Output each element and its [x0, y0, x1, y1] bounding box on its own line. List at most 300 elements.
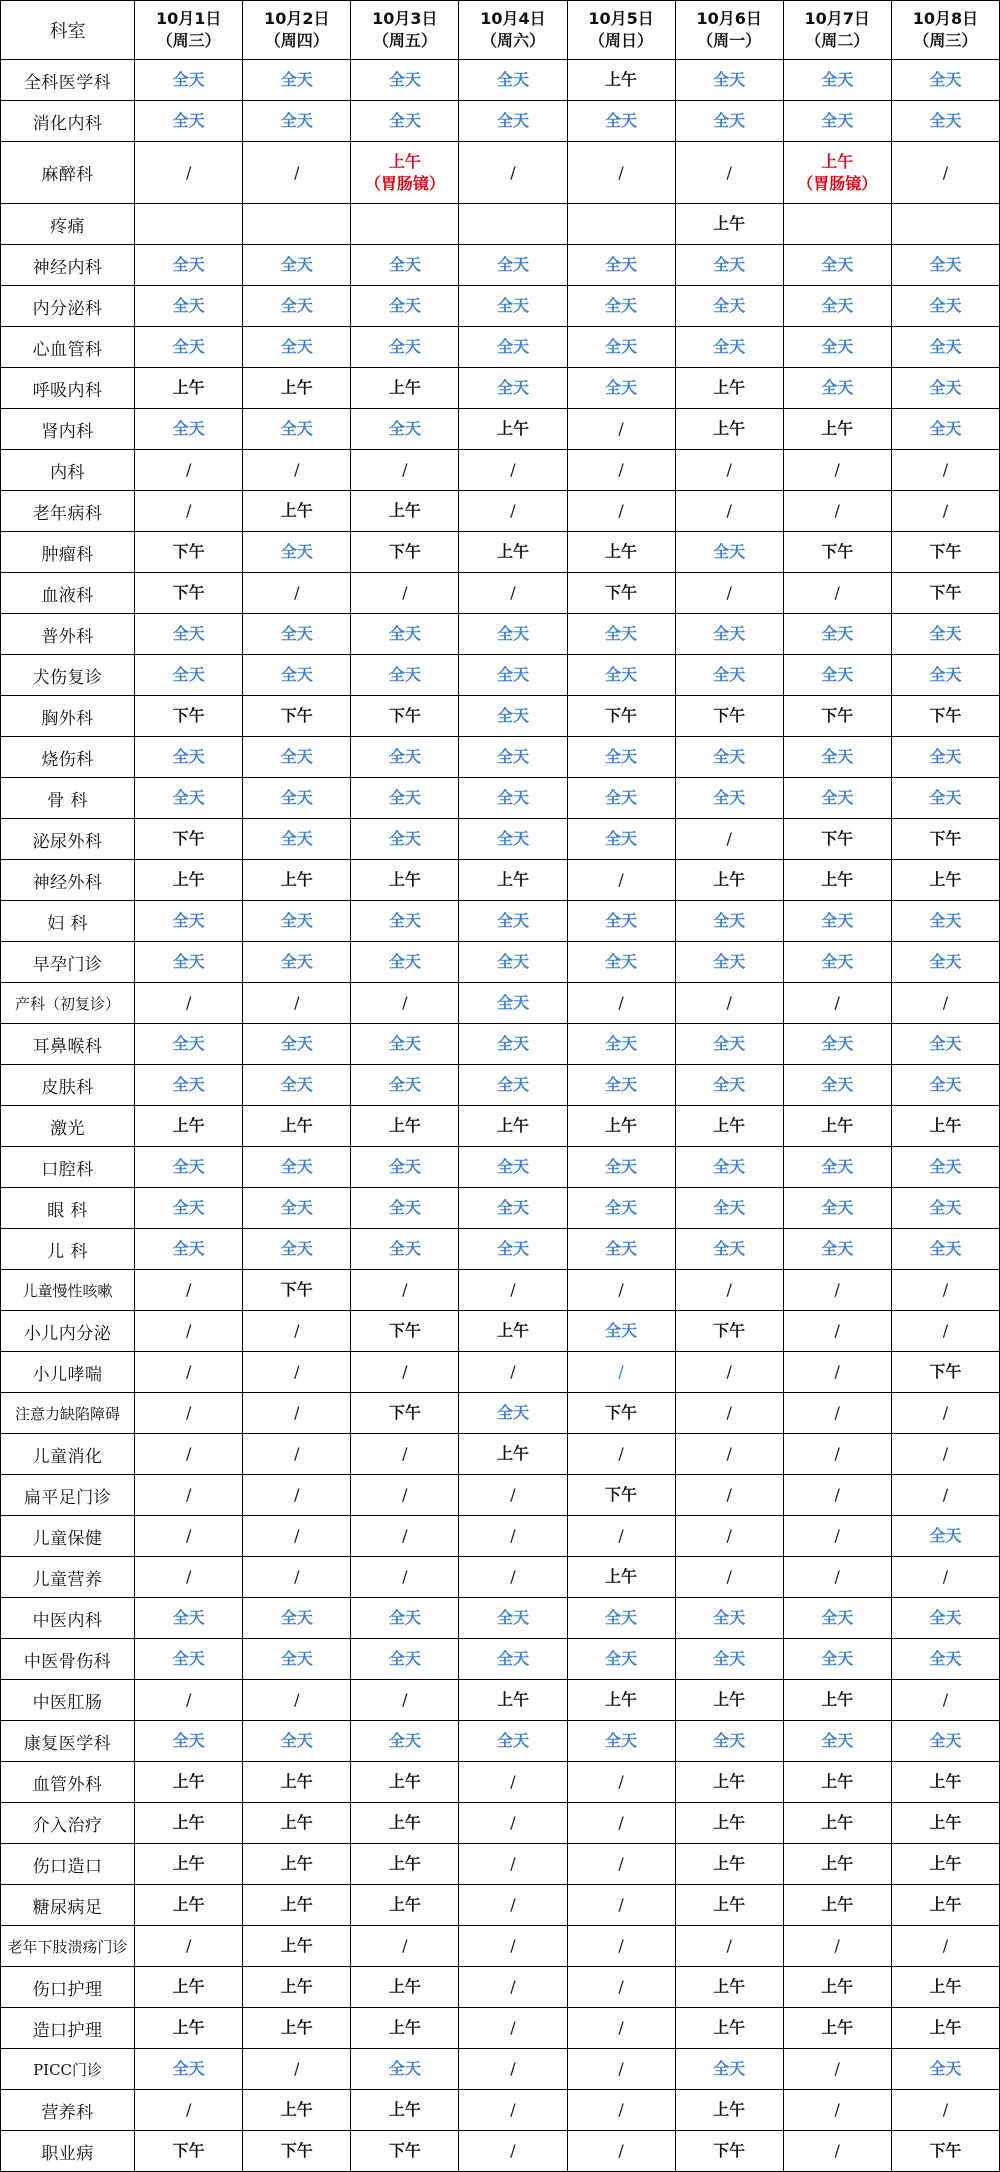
schedule-cell: 下午: [567, 573, 675, 614]
schedule-cell: /: [135, 1311, 243, 1352]
schedule-cell: 全天: [351, 655, 459, 696]
schedule-cell: 全天: [351, 1639, 459, 1680]
table-row: [1, 1844, 1000, 1885]
schedule-cell: /: [783, 491, 891, 532]
schedule-cell: 全天: [675, 1639, 783, 1680]
schedule-cell: /: [783, 1434, 891, 1475]
schedule-cell: 上午: [459, 1311, 567, 1352]
schedule-cell: 上午: [351, 1967, 459, 2008]
schedule-cell: 上午: [783, 409, 891, 450]
schedule-cell: [567, 204, 675, 245]
schedule-cell: 全天: [783, 368, 891, 409]
schedule-cell: 全天: [351, 1598, 459, 1639]
schedule-cell: 全天: [567, 1065, 675, 1106]
schedule-cell: 全天: [459, 737, 567, 778]
schedule-cell: /: [135, 450, 243, 491]
schedule-cell: 上午: [459, 1434, 567, 1475]
schedule-cell: 全天: [675, 60, 783, 101]
schedule-cell: 上午: [351, 1844, 459, 1885]
schedule-cell: 全天: [891, 245, 999, 286]
schedule-cell: /: [891, 1434, 999, 1475]
schedule-cell: 上午: [243, 860, 351, 901]
schedule-cell: 全天: [567, 1721, 675, 1762]
schedule-cell: [135, 204, 243, 245]
schedule-cell: 上午: [675, 368, 783, 409]
schedule-cell: 全天: [783, 737, 891, 778]
department-name: 中医骨伤科: [1, 1639, 135, 1680]
schedule-cell: 下午: [783, 696, 891, 737]
schedule-cell: /: [243, 142, 351, 204]
schedule-cell: /: [891, 142, 999, 204]
schedule-cell: /: [675, 1393, 783, 1434]
table-row: [1, 532, 1000, 573]
schedule-cell: 全天: [783, 655, 891, 696]
schedule-cell: 上午: [675, 1762, 783, 1803]
schedule-cell: 全天: [135, 327, 243, 368]
schedule-cell: /: [891, 2090, 999, 2131]
date-header: [459, 1, 567, 60]
table-row: [1, 778, 1000, 819]
schedule-cell: /: [459, 1803, 567, 1844]
department-name: 中医肛肠: [1, 1680, 135, 1721]
schedule-cell: 上午: [675, 1844, 783, 1885]
schedule-cell: 全天: [135, 1639, 243, 1680]
schedule-cell: 全天: [351, 1188, 459, 1229]
schedule-cell: 上午: [675, 2090, 783, 2131]
department-name: 儿童慢性咳嗽: [1, 1270, 135, 1311]
date-header: [783, 1, 891, 60]
schedule-cell: 全天: [459, 60, 567, 101]
table-row: [1, 327, 1000, 368]
schedule-cell: 上午: [243, 368, 351, 409]
table-row: [1, 1967, 1000, 2008]
schedule-cell: 全天: [135, 1147, 243, 1188]
schedule-cell: /: [783, 1270, 891, 1311]
schedule-cell: 上午: [891, 1106, 999, 1147]
department-name: 神经内科: [1, 245, 135, 286]
schedule-cell: 全天: [243, 655, 351, 696]
table-row: [1, 1147, 1000, 1188]
table-row: [1, 860, 1000, 901]
schedule-cell: /: [783, 1557, 891, 1598]
schedule-cell: 全天: [783, 942, 891, 983]
schedule-cell: 上午: [135, 1967, 243, 2008]
schedule-cell: 全天: [351, 327, 459, 368]
schedule-cell: 上午: [891, 1885, 999, 1926]
schedule-cell: /: [891, 1311, 999, 1352]
schedule-cell: 下午: [567, 1393, 675, 1434]
department-name: 内科: [1, 450, 135, 491]
department-name: 儿童保健: [1, 1516, 135, 1557]
schedule-cell: 全天: [243, 245, 351, 286]
schedule-cell: 全天: [675, 532, 783, 573]
schedule-cell: 上午: [891, 2008, 999, 2049]
schedule-cell: 全天: [351, 2049, 459, 2090]
schedule-cell: /: [567, 142, 675, 204]
schedule-cell: /: [891, 1270, 999, 1311]
schedule-cell: 全天: [891, 1147, 999, 1188]
schedule-cell: 全天: [567, 819, 675, 860]
department-name: 口腔科: [1, 1147, 135, 1188]
schedule-cell: /: [351, 1680, 459, 1721]
schedule-cell: 下午: [783, 532, 891, 573]
schedule-cell: 全天: [351, 60, 459, 101]
schedule-cell: 上午: [351, 368, 459, 409]
schedule-cell: /: [135, 2090, 243, 2131]
schedule-cell: 上午: [567, 1557, 675, 1598]
schedule-cell: 全天: [243, 1065, 351, 1106]
schedule-cell: 上午: [135, 1762, 243, 1803]
schedule-cell: 下午: [891, 1352, 999, 1393]
schedule-cell: 下午: [675, 2131, 783, 2172]
schedule-cell: /: [243, 983, 351, 1024]
schedule-cell: /: [243, 1352, 351, 1393]
schedule-cell: /: [351, 450, 459, 491]
schedule-cell: /: [567, 1434, 675, 1475]
date-label: 10月6日: [696, 9, 762, 28]
schedule-cell: /: [459, 2090, 567, 2131]
schedule-cell: 全天: [783, 614, 891, 655]
schedule-cell: 全天: [351, 245, 459, 286]
table-row: [1, 1516, 1000, 1557]
schedule-cell: 下午: [351, 532, 459, 573]
schedule-cell: /: [567, 1270, 675, 1311]
table-row: [1, 573, 1000, 614]
schedule-cell: 全天: [891, 327, 999, 368]
schedule-cell: 全天: [891, 101, 999, 142]
department-name: 激光: [1, 1106, 135, 1147]
table-row: [1, 450, 1000, 491]
schedule-cell: 全天: [243, 1639, 351, 1680]
date-label: 10月2日: [264, 9, 330, 28]
schedule-cell: 下午: [135, 573, 243, 614]
table-row: [1, 696, 1000, 737]
schedule-cell: /: [675, 1475, 783, 1516]
schedule-cell: 全天: [135, 60, 243, 101]
schedule-cell: 上午: [783, 1803, 891, 1844]
schedule-cell: [351, 204, 459, 245]
schedule-cell: 下午: [891, 532, 999, 573]
schedule-cell: 全天: [459, 1147, 567, 1188]
schedule-cell: /: [243, 2049, 351, 2090]
schedule-cell: 全天: [459, 655, 567, 696]
schedule-cell: /: [351, 1270, 459, 1311]
schedule-cell: /: [243, 1475, 351, 1516]
department-name: 胸外科: [1, 696, 135, 737]
schedule-cell: 全天: [243, 901, 351, 942]
schedule-cell: 上午: [675, 1967, 783, 2008]
department-name: 妇 科: [1, 901, 135, 942]
schedule-cell: 上午: [243, 1106, 351, 1147]
schedule-cell: /: [783, 2131, 891, 2172]
table-row: [1, 1352, 1000, 1393]
schedule-cell: 上午: [675, 860, 783, 901]
schedule-cell: 全天: [243, 1721, 351, 1762]
schedule-cell: 全天: [135, 1598, 243, 1639]
weekday-label: （周五）: [372, 31, 437, 50]
department-name: 小儿哮喘: [1, 1352, 135, 1393]
table-row: [1, 614, 1000, 655]
schedule-cell: 上午: [567, 60, 675, 101]
department-name: 泌尿外科: [1, 819, 135, 860]
schedule-cell: /: [135, 1475, 243, 1516]
schedule-cell: 全天: [567, 1598, 675, 1639]
table-row: [1, 737, 1000, 778]
schedule-cell: 全天: [783, 1065, 891, 1106]
schedule-cell: /: [351, 1434, 459, 1475]
schedule-cell: 全天: [351, 286, 459, 327]
table-row: [1, 1229, 1000, 1270]
department-name: 心血管科: [1, 327, 135, 368]
schedule-cell: 全天: [675, 901, 783, 942]
schedule-cell: 上午: [567, 1680, 675, 1721]
schedule-cell: 上午: [675, 1680, 783, 1721]
schedule-cell: /: [135, 1680, 243, 1721]
schedule-cell: 上午: [135, 1106, 243, 1147]
schedule-cell: 全天: [783, 1229, 891, 1270]
schedule-cell: /: [351, 573, 459, 614]
schedule-cell: 上午: [351, 1106, 459, 1147]
table-row: [1, 1434, 1000, 1475]
table-row: [1, 245, 1000, 286]
table-row: [1, 368, 1000, 409]
department-name: 小儿内分泌: [1, 1311, 135, 1352]
schedule-cell: /: [243, 1393, 351, 1434]
schedule-cell: 全天: [135, 901, 243, 942]
department-name: 早孕门诊: [1, 942, 135, 983]
schedule-cell: 全天: [459, 327, 567, 368]
schedule-cell: 全天: [351, 1065, 459, 1106]
schedule-cell: 下午: [351, 696, 459, 737]
schedule-cell: 上午: [351, 860, 459, 901]
schedule-cell: 全天: [675, 2049, 783, 2090]
schedule-cell: /: [459, 1967, 567, 2008]
schedule-cell: 下午: [243, 2131, 351, 2172]
schedule-cell: 下午: [135, 532, 243, 573]
schedule-cell: /: [459, 1844, 567, 1885]
schedule-cell: 全天: [459, 942, 567, 983]
schedule-cell: /: [135, 983, 243, 1024]
schedule-cell: 全天: [243, 614, 351, 655]
schedule-cell: 全天: [567, 1311, 675, 1352]
schedule-cell: 上午: [243, 2008, 351, 2049]
date-label: 10月4日: [480, 9, 546, 28]
schedule-cell: 全天: [783, 901, 891, 942]
schedule-cell: 上午: [135, 1885, 243, 1926]
department-name: 肾内科: [1, 409, 135, 450]
schedule-cell: /: [783, 1926, 891, 1967]
department-name: 儿童消化: [1, 1434, 135, 1475]
table-row: [1, 60, 1000, 101]
schedule-cell: 全天: [783, 1024, 891, 1065]
schedule-cell: /: [891, 1680, 999, 1721]
schedule-cell: 全天: [567, 368, 675, 409]
schedule-cell: 下午: [243, 1270, 351, 1311]
schedule-cell: 上午: [135, 860, 243, 901]
schedule-cell: 全天: [135, 286, 243, 327]
table-row: [1, 1557, 1000, 1598]
department-name: 康复医学科: [1, 1721, 135, 1762]
schedule-cell: 全天: [675, 942, 783, 983]
schedule-cell: 全天: [675, 1188, 783, 1229]
schedule-cell: /: [459, 1352, 567, 1393]
schedule-cell: 上午: [675, 1885, 783, 1926]
schedule-cell: /: [567, 860, 675, 901]
schedule-cell: 全天: [675, 327, 783, 368]
table-row: [1, 1926, 1000, 1967]
date-label: 10月1日: [155, 9, 222, 28]
table-row: [1, 942, 1000, 983]
department-name: 伤口造口: [1, 1844, 135, 1885]
table-row: [1, 1639, 1000, 1680]
schedule-cell: /: [567, 1803, 675, 1844]
schedule-cell: 全天: [459, 1065, 567, 1106]
department-name: 犬伤复诊: [1, 655, 135, 696]
schedule-cell: /: [351, 1557, 459, 1598]
schedule-cell: /: [675, 573, 783, 614]
table-row: [1, 409, 1000, 450]
schedule-cell: 全天: [567, 655, 675, 696]
schedule-cell: 下午: [891, 819, 999, 860]
schedule-cell: /: [135, 1434, 243, 1475]
department-name: 眼 科: [1, 1188, 135, 1229]
schedule-cell: 全天: [567, 286, 675, 327]
schedule-cell: 上午: [891, 1844, 999, 1885]
schedule-cell: 全天: [567, 1639, 675, 1680]
schedule-cell: 全天: [243, 409, 351, 450]
schedule-cell: 全天: [567, 942, 675, 983]
schedule-cell: /: [675, 1434, 783, 1475]
schedule-cell: /: [243, 1557, 351, 1598]
table-row: [1, 142, 1000, 204]
schedule-cell: 全天: [351, 1147, 459, 1188]
department-name: 伤口护理: [1, 1967, 135, 2008]
department-name: PICC门诊: [1, 2049, 135, 2090]
schedule-cell: 全天: [135, 1229, 243, 1270]
schedule-cell: [243, 204, 351, 245]
schedule-cell: /: [135, 1352, 243, 1393]
schedule-cell: 全天: [243, 1024, 351, 1065]
schedule-body: [1, 60, 1000, 2172]
weekday-label: （周四）: [264, 31, 329, 50]
schedule-cell: /: [459, 2049, 567, 2090]
department-name: 烧伤科: [1, 737, 135, 778]
schedule-cell: 全天: [891, 778, 999, 819]
department-name: 疼痛: [1, 204, 135, 245]
schedule-cell: 全天: [243, 60, 351, 101]
schedule-cell: 下午: [567, 696, 675, 737]
schedule-cell: /: [675, 491, 783, 532]
schedule-cell: 全天: [243, 1598, 351, 1639]
schedule-cell: 全天: [351, 614, 459, 655]
schedule-cell: 全天: [675, 778, 783, 819]
schedule-cell: /: [567, 2049, 675, 2090]
table-row: [1, 1311, 1000, 1352]
schedule-cell: 全天: [783, 1147, 891, 1188]
schedule-cell: /: [135, 1393, 243, 1434]
schedule-cell: 全天: [135, 101, 243, 142]
table-row: [1, 655, 1000, 696]
schedule-cell: 全天: [783, 1721, 891, 1762]
department-name: 儿 科: [1, 1229, 135, 1270]
weekday-label: （周三）: [913, 31, 978, 50]
schedule-cell: 全天: [567, 614, 675, 655]
schedule-cell: /: [675, 1352, 783, 1393]
department-name: 内分泌科: [1, 286, 135, 327]
schedule-cell: 全天: [351, 1024, 459, 1065]
schedule-cell: 全天: [459, 983, 567, 1024]
schedule-cell: 下午: [135, 696, 243, 737]
schedule-cell: /: [459, 2131, 567, 2172]
schedule-cell: 全天: [783, 101, 891, 142]
schedule-cell: /: [351, 1926, 459, 1967]
schedule-cell: /: [783, 1352, 891, 1393]
schedule-cell: /: [891, 1393, 999, 1434]
department-name: 产科（初复诊）: [1, 983, 135, 1024]
schedule-cell: 全天: [243, 778, 351, 819]
schedule-cell: /: [243, 1434, 351, 1475]
schedule-cell: 全天: [783, 778, 891, 819]
department-name: 扁平足门诊: [1, 1475, 135, 1516]
schedule-cell: /: [135, 1557, 243, 1598]
schedule-cell: [351, 142, 459, 204]
schedule-cell: 全天: [135, 409, 243, 450]
table-row: [1, 1885, 1000, 1926]
session-note: （胃肠镜）: [797, 173, 878, 193]
schedule-cell: 全天: [675, 1065, 783, 1106]
schedule-cell: /: [783, 1393, 891, 1434]
schedule-cell: 上午: [243, 1926, 351, 1967]
schedule-cell: 全天: [891, 286, 999, 327]
schedule-cell: /: [351, 1352, 459, 1393]
schedule-cell: /: [567, 1926, 675, 1967]
schedule-cell: /: [675, 983, 783, 1024]
schedule-cell: 全天: [891, 1598, 999, 1639]
schedule-cell: /: [135, 1926, 243, 1967]
schedule-cell: 全天: [891, 737, 999, 778]
date-header: [135, 1, 243, 60]
schedule-cell: 全天: [243, 327, 351, 368]
schedule-cell: 全天: [891, 901, 999, 942]
schedule-cell: 上午: [459, 409, 567, 450]
schedule-cell: 上午: [351, 1762, 459, 1803]
schedule-cell: 全天: [567, 737, 675, 778]
schedule-cell: 全天: [243, 819, 351, 860]
date-label: 10月3日: [372, 9, 438, 28]
session-label: 上午: [388, 151, 421, 171]
schedule-cell: 全天: [459, 1188, 567, 1229]
schedule-cell: /: [459, 1885, 567, 1926]
schedule-cell: /: [783, 573, 891, 614]
department-name: 造口护理: [1, 2008, 135, 2049]
schedule-cell: /: [567, 1516, 675, 1557]
department-name: 老年下肢溃疡门诊: [1, 1926, 135, 1967]
schedule-cell: 全天: [675, 1024, 783, 1065]
schedule-cell: /: [567, 1844, 675, 1885]
weekday-label: （周三）: [156, 31, 221, 50]
schedule-cell: /: [891, 1557, 999, 1598]
department-name: 介入治疗: [1, 1803, 135, 1844]
schedule-cell: /: [459, 1557, 567, 1598]
schedule-cell: 下午: [783, 819, 891, 860]
schedule-cell: 上午: [459, 1106, 567, 1147]
date-header: [675, 1, 783, 60]
schedule-cell: /: [459, 491, 567, 532]
schedule-cell: 全天: [567, 327, 675, 368]
schedule-cell: 全天: [459, 1639, 567, 1680]
table-row: [1, 491, 1000, 532]
schedule-cell: /: [243, 450, 351, 491]
